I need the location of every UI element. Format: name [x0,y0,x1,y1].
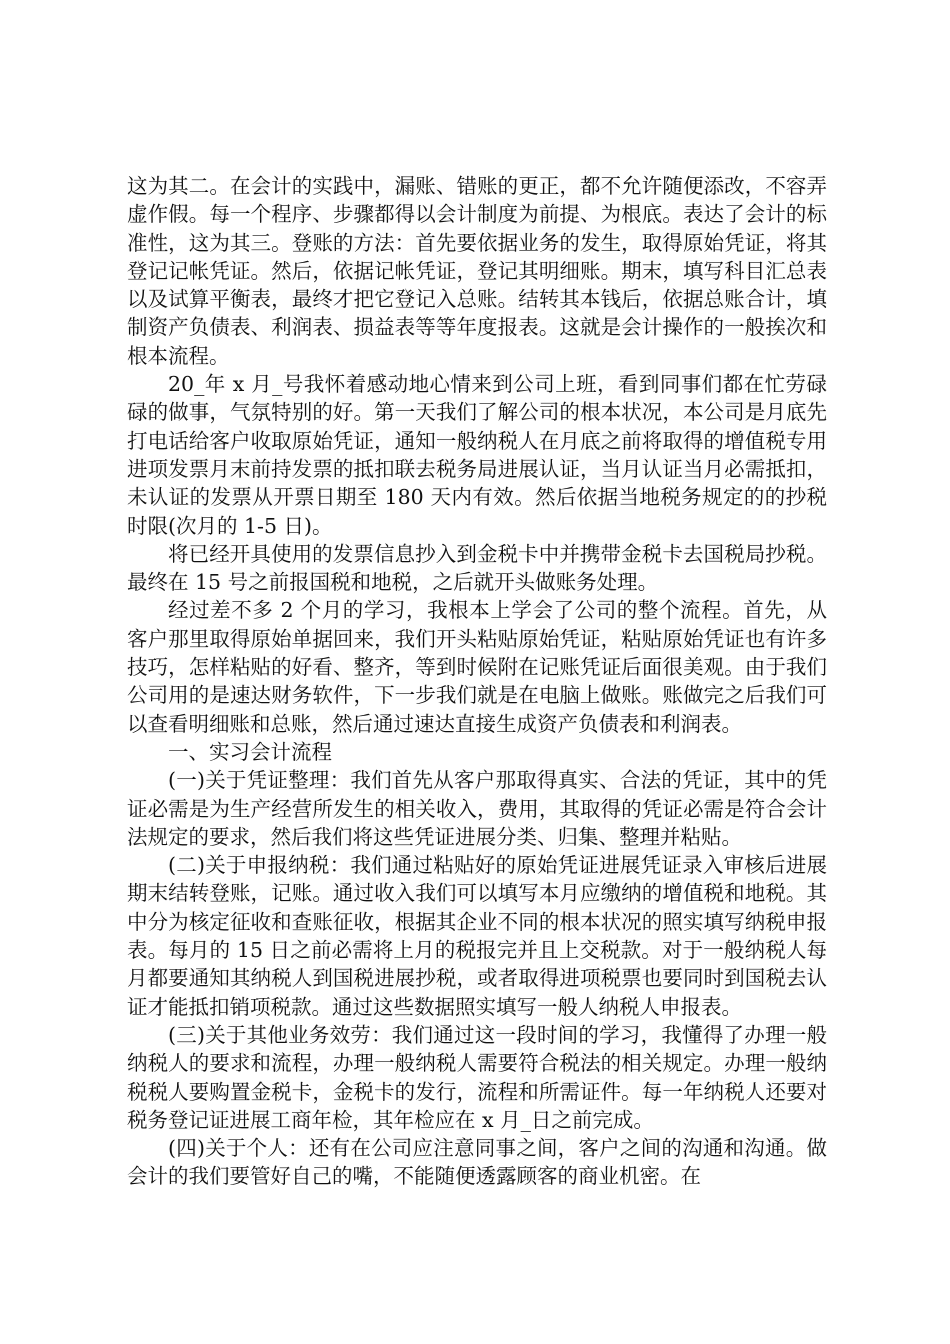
paragraph-first-day: 20_年 x 月_号我怀着感动地心情来到公司上班，看到同事们都在忙劳碌碌的做事，气氛特别的好。第一天我们了解公司的根本状况，本公司是月底先打电话给客户收取原始凭证，通知一般纳税人在月底之前将取得的增值税专用进项发票月末前持发票的抵扣联去税务局进展认证，当月认证当月必需抵扣，未认证的发票从开票日期至 180 天内有效。然后依据当地税务规定的的抄税时限(次月的 1-5 日)。 [127,372,827,538]
paragraph-personal: (四)关于个人：还有在公司应注意同事之间，客户之间的沟通和沟通。做会计的我们要管好自己的嘴，不能随便透露顾客的商业机密。在 [127,1136,827,1189]
paragraph-tax-copy: 将已经开具使用的发票信息抄入到金税卡中并携带金税卡去国税局抄税。最终在 15 号之前报国税和地税，之后就开头做账务处理。 [127,541,827,595]
section-heading: 一、实习会计流程 [168,739,332,764]
paragraph-voucher: (一)关于凭证整理：我们首先从客户那取得真实、合法的凭证，其中的凭证必需是为生产经营所发生的相关收入，费用，其取得的凭证必需是符合会计法规定的要求，然后我们将这些凭证进展分类、归集、整理并粘贴。 [127,768,827,849]
paragraph-two-months: 经过差不多 2 个月的学习，我根本上学会了公司的整个流程。首先，从客户那里取得原始单据回来，我们开头粘贴原始凭证，粘贴原始凭证也有许多技巧，怎样粘贴的好看、整齐，等到时候附在记账凭证后面很美观。由于我们公司用的是速达财务软件，下一步我们就是在电脑上做账。账做完之后我们可以查看明细账和总账，然后通过速达直接生成资产负债表和利润表。 [127,598,827,736]
paragraph-other-services: (三)关于其他业务效劳：我们通过这一段时间的学习，我懂得了办理一般纳税人的要求和流程，办理一般纳税人需要符合税法的相关规定。办理一般纳税税人要购置金税卡，金税卡的发行，流程和所需证件。每一年纳税人还要对税务登记证进展工商年检，其年检应在 x 月_日之前完成。 [127,1022,827,1132]
document-page [127,172,827,1191]
paragraph-tax-filing: (二)关于申报纳税：我们通过粘贴好的原始凭证进展凭证录入审核后进展期末结转登账，记账。通过收入我们可以填写本月应缴纳的增值税和地税。其中分为核定征收和查账征收，根据其企业不同的根本状况的照实填写纳税申报表。每月的 15 日之前必需将上月的税报完并且上交税款。对于一般纳税人每月都要通知其纳税人到国税进展抄税，或者取得进项税票也要同时到国税去认证才能抵扣销项税款。通过这些数据照实填写一般人纳税人申报表。 [127,853,827,1019]
paragraph-continued: 这为其二。在会计的实践中，漏账、错账的更正，都不允许随便添改，不容弄虚作假。每一个程序、步骤都得以会计制度为前提、为根底。表达了会计的标准性，这为其三。登账的方法：首先要依据业务的发生，取得原始凭证，将其登记记帐凭证。然后，依据记帐凭证，登记其明细账。期末，填写科目汇总表以及试算平衡表，最终才把它登记入总账。结转其本钱后，依据总账合计，填制资产负债表、利润表、损益表等等年度报表。这就是会计操作的一般挨次和根本流程。 [127,174,827,368]
